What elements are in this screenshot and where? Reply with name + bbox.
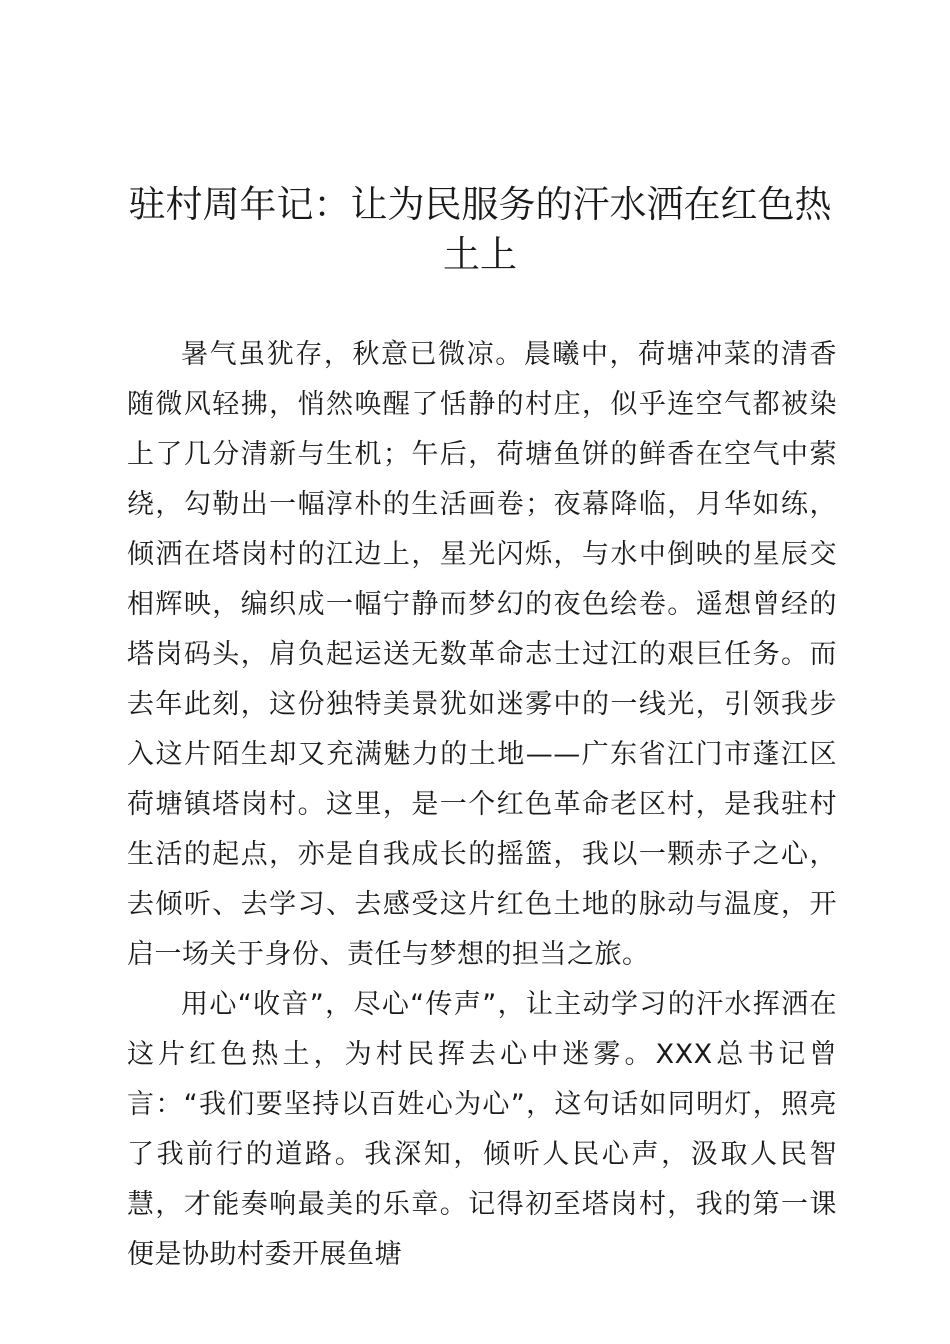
paragraph-2: 用心“收音”，尽心“传声”，让主动学习的汗水挥洒在这片红色热土，为村民挥去心中迷雾。XXX总书记曾言：“我们要坚持以百姓心为心”，这句话如同明灯，照亮了我前行的道路。我深知，倾听人民心声，汲取人民智慧，才能奏响最美的乐章。记得初至塔岗村，我的第一课便是协助村委开展鱼塘 <box>127 989 837 1270</box>
document-body <box>127 330 837 1280</box>
paragraph-1: 暑气虽犹存，秋意已微凉。晨曦中，荷塘冲菜的清香随微风轻拂，悄然唤醒了恬静的村庄，似乎连空气都被染上了几分清新与生机；午后，荷塘鱼饼的鲜香在空气中萦绕，勾勒出一幅淳朴的生活画卷；夜幕降临，月华如练，倾洒在塔岗村的江边上，星光闪烁，与水中倒映的星辰交相辉映，编织成一幅宁静而梦幻的夜色绘卷。遥想曾经的塔岗码头，肩负起运送无数革命志士过江的艰巨任务。而去年此刻，这份独特美景犹如迷雾中的一线光，引领我步入这片陌生却又充满魅力的土地——广东省江门市蓬江区荷塘镇塔岗村。这里，是一个红色革命老区村，是我驻村生活的起点，亦是自我成长的摇篮，我以一颗赤子之心，去倾听、去学习、去感受这片红色土地的脉动与温度，开启一场关于身份、责任与梦想的担当之旅。 <box>127 339 837 970</box>
document-title: 驻村周年记：让为民服务的汗水洒在红色热土上 <box>128 183 832 276</box>
